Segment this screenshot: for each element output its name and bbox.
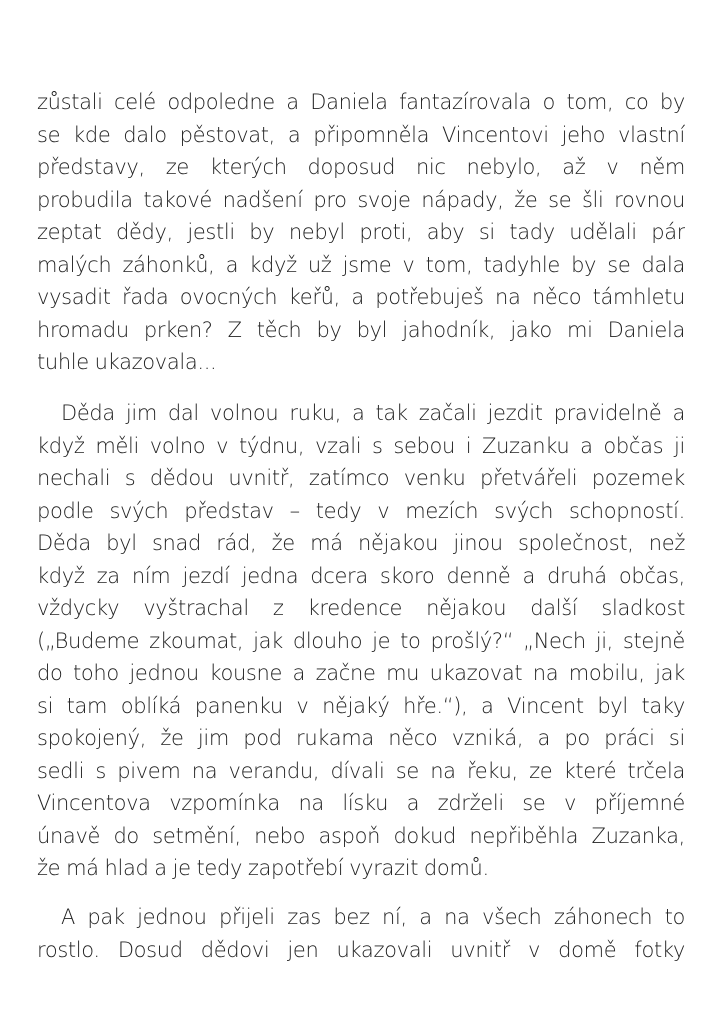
text-line: že má hlad a je tedy zapotřebí vyrazit domů. (37, 856, 489, 880)
text-line: spokojený, že jim pod rukama něco vzniká, a po práci si (37, 726, 685, 750)
text-line: rostlo. Dosud dědovi jen ukazovali uvnitř v domě fotky (37, 937, 685, 962)
text-line: když za ním jezdí jedna dcera skoro denně a druhá občas, (37, 563, 685, 588)
text-line: A pak jednou přijeli zas bez ní, a na všech záhonech to (61, 905, 685, 929)
text-line: zůstali celé odpoledne a Daniela fantazírovala o tom, co by (37, 90, 685, 114)
text-line: když měli volno v týdnu, vzali s sebou i Zuzanku a občas ji (37, 433, 685, 458)
paragraph-1 (37, 86, 685, 379)
text-line: Děda byl snad rád, že má nějakou jinou společnost, než (37, 531, 685, 555)
text-line: hromadu prken? Z těch by byl jahodník, jako mi Daniela (37, 317, 685, 342)
text-line: malých záhonků, a když už jsme v tom, tadyhle by se dala (37, 252, 685, 277)
text-line: („Budeme zkoumat, jak dlouho je to prošlý?“ „Nech ji, stejně (37, 628, 685, 653)
paragraph-2 (37, 397, 685, 885)
text-line: se kde dalo pěstovat, a připomněla Vincentovi jeho vlastní (37, 122, 685, 147)
text-line: únavě do setmění, nebo aspoň dokud nepřiběhla Zuzanka, (37, 823, 685, 848)
text-line: tuhle ukazovala... (37, 350, 217, 374)
text-line: sedli s pivem na verandu, dívali se na řeku, ze které trčela (37, 758, 685, 783)
text-line: zeptat dědy, jestli by nebyl proti, aby si tady udělali pár (37, 220, 685, 244)
text-line: si tam oblíká panenku v nějaký hře.“), a Vincent byl taky (37, 693, 685, 718)
text-line: Děda jim dal volnou ruku, a tak začali jezdit pravidelně a (61, 401, 685, 425)
paragraph-3 (37, 901, 685, 966)
text-line: Vincentova vzpomínka na lísku a zdrželi se v příjemné (37, 791, 685, 815)
text-line: do toho jednou kousne a začne mu ukazovat na mobilu, jak (37, 661, 685, 685)
text-line: probudila takové nadšení pro svoje nápady, že se šli rovnou (37, 187, 685, 212)
text-line: představy, ze kterých doposud nic nebylo, až v něm (37, 155, 685, 179)
text-line: nechali s dědou uvnitř, zatímco venku přetvářeli pozemek (37, 466, 685, 490)
text-line: vždycky vyštrachal z kredence nějakou další sladkost (37, 596, 685, 620)
text-line: podle svých představ – tedy v mezích svých schopností. (37, 498, 685, 523)
text-line: vysadit řada ovocných keřů, a potřebuješ na něco támhletu (37, 285, 685, 309)
